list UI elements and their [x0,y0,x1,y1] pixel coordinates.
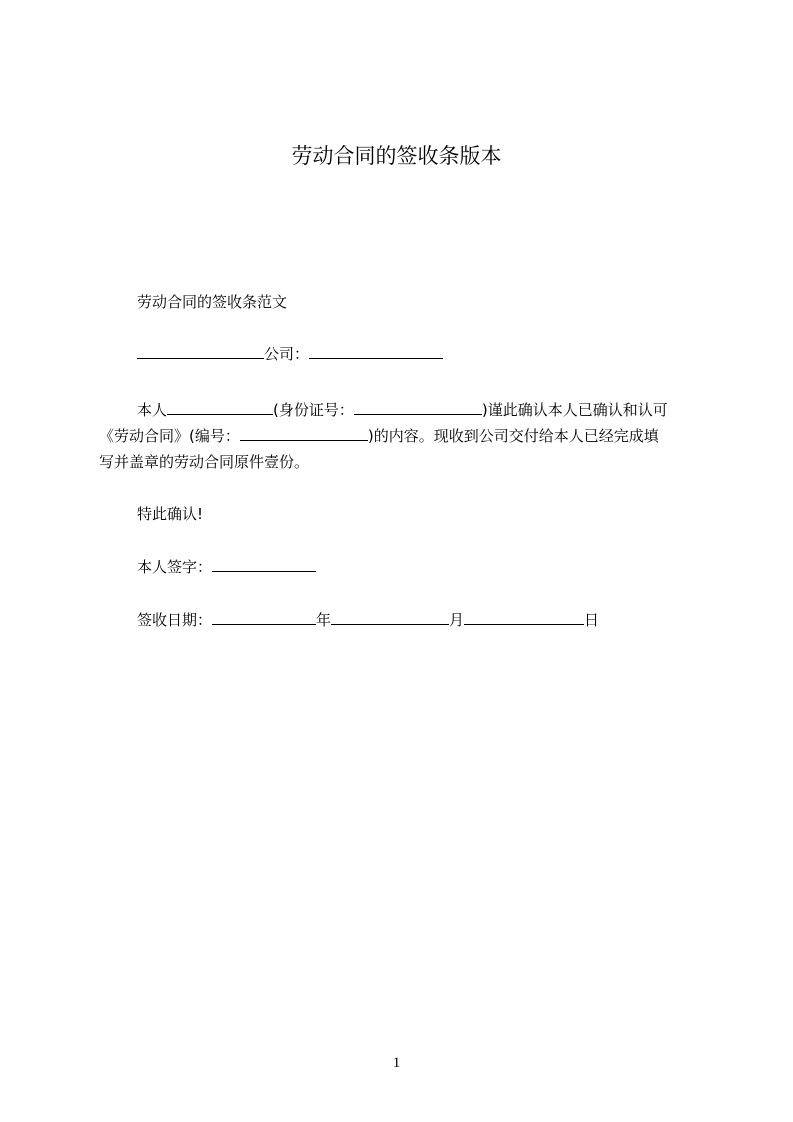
contract-number-blank[interactable] [240,426,368,441]
company-label: 公司： [264,345,310,363]
year-label: 年 [316,611,332,629]
paragraph-text-2: (身份证号： [273,401,354,419]
page-number: 1 [392,1055,401,1071]
document-title: 劳动合同的签收条版本 [291,144,502,168]
signature-line [137,557,316,577]
date-label: 签收日期： [137,611,213,629]
paragraph-text-4: 《劳动合同》(编号： [99,427,240,445]
paragraph-text-1: 本人 [137,401,168,419]
paragraph-line-2 [99,423,703,449]
company-value-blank[interactable] [309,344,443,359]
month-label: 月 [449,611,465,629]
id-number-blank[interactable] [354,400,482,415]
paragraph-text-3: )谨此确认本人已确认和认可 [481,401,668,419]
day-label: 日 [584,611,600,629]
paragraph-line-1 [99,397,703,423]
paragraph-line-3: 写并盖章的劳动合同原件壹份。 [99,453,310,471]
signature-label: 本人签字： [137,558,213,576]
person-name-blank[interactable] [167,400,273,415]
confirm-statement: 特此确认! [137,505,204,523]
month-blank[interactable] [331,610,449,625]
year-blank[interactable] [212,610,316,625]
company-line [137,344,443,364]
day-blank[interactable] [464,610,584,625]
paragraph-text-5: )的内容。现收到公司交付给本人已经完成填 [367,427,659,445]
confirmation-paragraph [99,397,703,475]
subtitle: 劳动合同的签收条范文 [137,293,288,311]
signature-blank[interactable] [212,557,316,572]
date-line [137,610,599,630]
company-name-blank[interactable] [137,344,264,359]
